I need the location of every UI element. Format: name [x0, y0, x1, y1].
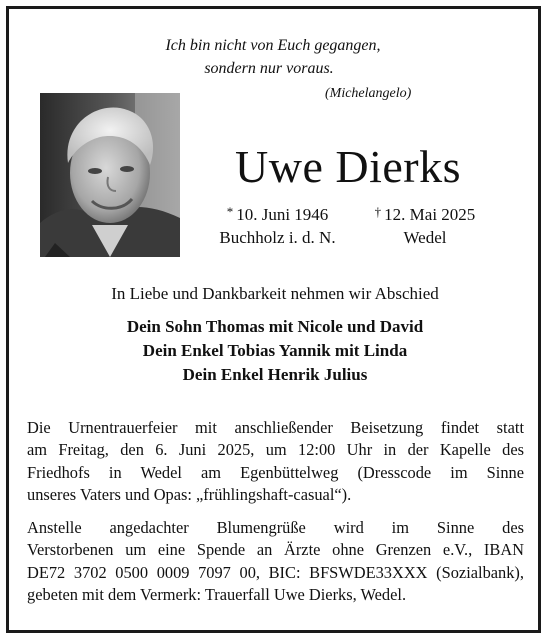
- deceased-name: Uwe Dierks: [235, 141, 461, 192]
- birth-date: 10. Juni 1946: [236, 205, 329, 224]
- ceremony-line: Die Urnentrauerfeier mit anschließender Beisetzung findet statt: [27, 418, 524, 437]
- donation-line: Verstorbenen um eine Spende an Ärzte ohne Grenzen e.V., IBAN: [27, 540, 524, 560]
- death-cross-icon: †: [374, 204, 382, 219]
- mourner-line: Dein Enkel Tobias Yannik mit Linda: [142, 341, 408, 360]
- death-place: Wedel: [403, 228, 447, 247]
- portrait-photo: [40, 93, 180, 257]
- donation-paragraph: [27, 517, 524, 606]
- birth-place: Buchholz i. d. N.: [219, 228, 336, 247]
- birth-star-icon: *: [226, 204, 234, 219]
- quote-line-2: sondern nur voraus.: [204, 60, 334, 77]
- death-date: 12. Mai 2025: [384, 205, 476, 224]
- birth-date-line: [205, 204, 350, 225]
- mourner-line: Dein Enkel Henrik Julius: [182, 365, 368, 384]
- ceremony-line: Friedhofs in Wedel am Egenbüttelweg (Dresscode im Sinne: [27, 462, 524, 482]
- donation-line: gebeten mit dem Vermerk: Trauerfall Uwe Dierks, Wedel.: [27, 584, 407, 604]
- ceremony-paragraph: [27, 417, 524, 506]
- mourner-line: Dein Sohn Thomas mit Nicole und David: [126, 317, 424, 336]
- ceremony-line: unseres Vaters und Opas: „frühlingshaft-casual“).: [27, 484, 352, 504]
- farewell-text: In Liebe und Dankbarkeit nehmen wir Abschied: [111, 284, 439, 303]
- ceremony-line: am Freitag, den 6. Juni 2025, um 12:00 Uhr in der Kapelle des: [27, 440, 524, 460]
- quote-author: (Michelangelo): [325, 86, 412, 101]
- donation-line: Anstelle angedachter Blumengrüße wird im Sinne des: [27, 518, 524, 537]
- donation-line: DE72 3702 0500 0009 7097 00, BIC: BFSWDE33XXX (Sozialbank),: [27, 562, 524, 582]
- death-date-line: [365, 204, 485, 225]
- quote-line-1: Ich bin nicht von Euch gegangen,: [165, 37, 381, 54]
